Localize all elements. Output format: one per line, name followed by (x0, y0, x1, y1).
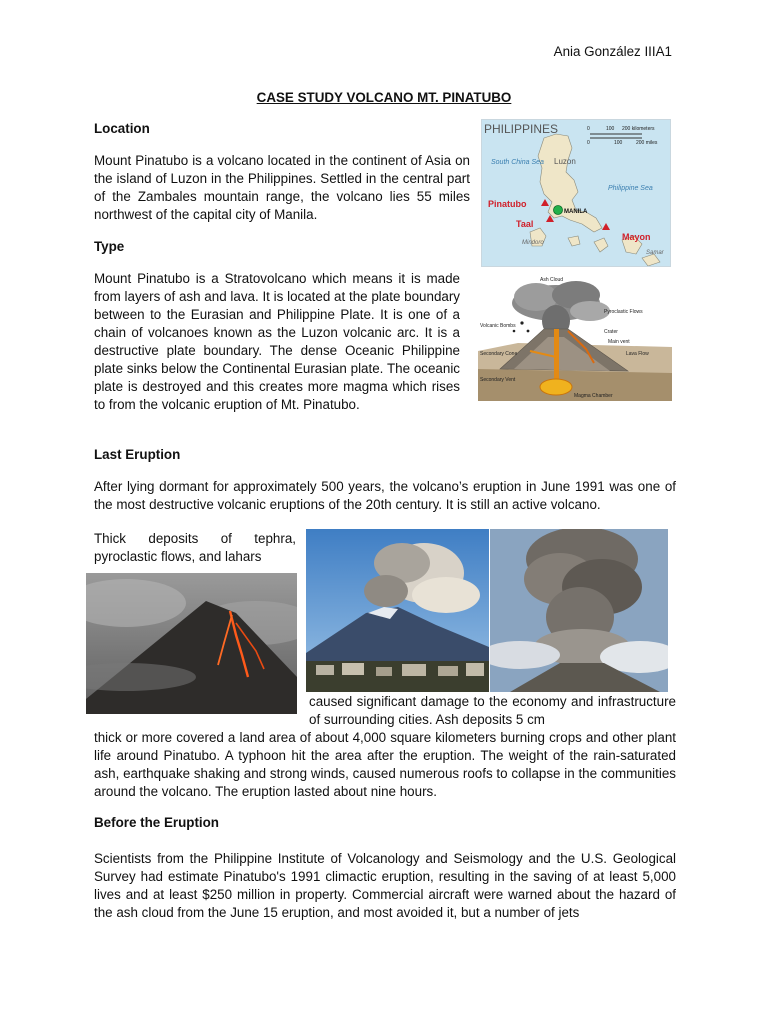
diagram-secondary-cone-label: Secondary Cone (480, 351, 518, 357)
last-eruption-heading: Last Eruption (94, 447, 181, 462)
philippines-map (481, 119, 671, 267)
eruption-town-photo (306, 529, 489, 692)
deposits-paragraph-start: Thick deposits of tephra, pyroclastic flows, and lahars (94, 531, 296, 564)
before-eruption-paragraph: Scientists from the Philippine Institute of Volcanology and Seismology and the U.S. Geological Survey had estimate Pinatubo's 1991 climactic eruption, resulting in the saving of at least 5,000 lives and at least $250 million in property. Commercial aircraft were warned about the hazard of the ash cloud from the June 15 eruption, and most avoided it, but a number of jets (94, 851, 676, 920)
lava-volcano-photo (86, 573, 297, 714)
map-taal-label: Taal (516, 219, 534, 229)
page-title: CASE STUDY VOLCANO MT. PINATUBO (256, 90, 512, 105)
diagram-lava-flow-label: Lava Flow (626, 351, 649, 357)
map-pinatubo-label: Pinatubo (488, 199, 527, 209)
map-scale-hundred: 100 (606, 126, 615, 132)
map-mindoro-label: Mindoro (522, 240, 544, 246)
map-country-label: PHILIPPINES (484, 122, 559, 136)
map-luzon-label: Luzon (554, 157, 576, 166)
volcano-diagram (478, 273, 672, 401)
location-paragraph: Mount Pinatubo is a volcano located in the continent of Asia on the island of Luzon in the Philippines. Settled in the central part of the Zambales mountain range, the volcano lies 55 miles northwest of the capital city of Manila. (94, 153, 470, 222)
manila-marker-icon (554, 206, 563, 215)
map-philippine-sea-label: Philippine Sea (608, 185, 653, 192)
deposits-paragraph-end: thick or more covered a land area of about 4,000 square kilometers burning crops and other plant life around Pinatubo. A typhoon hit the area after the eruption. The weight of the rain-saturated ash, earthquake shaking and strong winds, caused numerous roofs to collapse in the communities around the volcano. The eruption lasted about nine hours. (94, 730, 676, 799)
diagram-magma-chamber-label: Magma Chamber (574, 393, 613, 399)
diagram-ash-cloud-label: Ash Cloud (540, 277, 564, 283)
map-south-china-sea-label: South China Sea (491, 159, 544, 166)
type-paragraph: Mount Pinatubo is a Stratovolcano which means it is made from layers of ash and lava. It is located at the plate boundary between to the Eurasian and Philippine Plate. It is one of a chain of volcanoes known as the Luzon volcanic arc. It is a destructive plate boundary. The dense Oceanic Philippine plate sinks below the Continental Eurasian plate. The oceanic plate is destroyed and this creates more magma which rises to from the volcanic eruption of Mt. Pinatubo. (94, 271, 460, 412)
last-eruption-paragraph: After lying dormant for approximately 500 years, the volcano’s eruption in June 1991 was one of the most destructive volcanic eruptions of the 20th century. It is still an active volcano. (94, 479, 676, 512)
map-scale-zero: 0 (587, 126, 590, 132)
author-name: Ania González IIIA1 (553, 44, 672, 59)
deposits-paragraph-middle: caused significant damage to the economy and infrastructure of surrounding cities. Ash deposits 5 cm (309, 694, 676, 727)
location-heading: Location (94, 121, 150, 136)
map-scale-mi-label: 200 miles (636, 140, 658, 146)
ash-column-photo (490, 529, 668, 692)
diagram-crater-label: Crater (604, 329, 618, 335)
map-samar-label: Samar (646, 250, 664, 256)
diagram-main-vent-label: Main vent (608, 339, 630, 345)
map-scale-km-label: 200 kilometers (622, 126, 655, 132)
diagram-secondary-vent-label: Secondary Vent (480, 377, 516, 383)
before-eruption-heading: Before the Eruption (94, 815, 219, 830)
type-heading: Type (94, 239, 125, 254)
map-scale-zero-mi: 0 (587, 140, 590, 146)
diagram-volcanic-bombs-label: Volcanic Bombs (480, 323, 516, 329)
map-manila-label: MANILA (564, 209, 588, 215)
map-mayon-label: Mayon (622, 232, 651, 242)
map-scale-hundred-mi: 100 (614, 140, 623, 146)
diagram-pyroclastic-flows-label: Pyroclastic Flows (604, 309, 643, 315)
